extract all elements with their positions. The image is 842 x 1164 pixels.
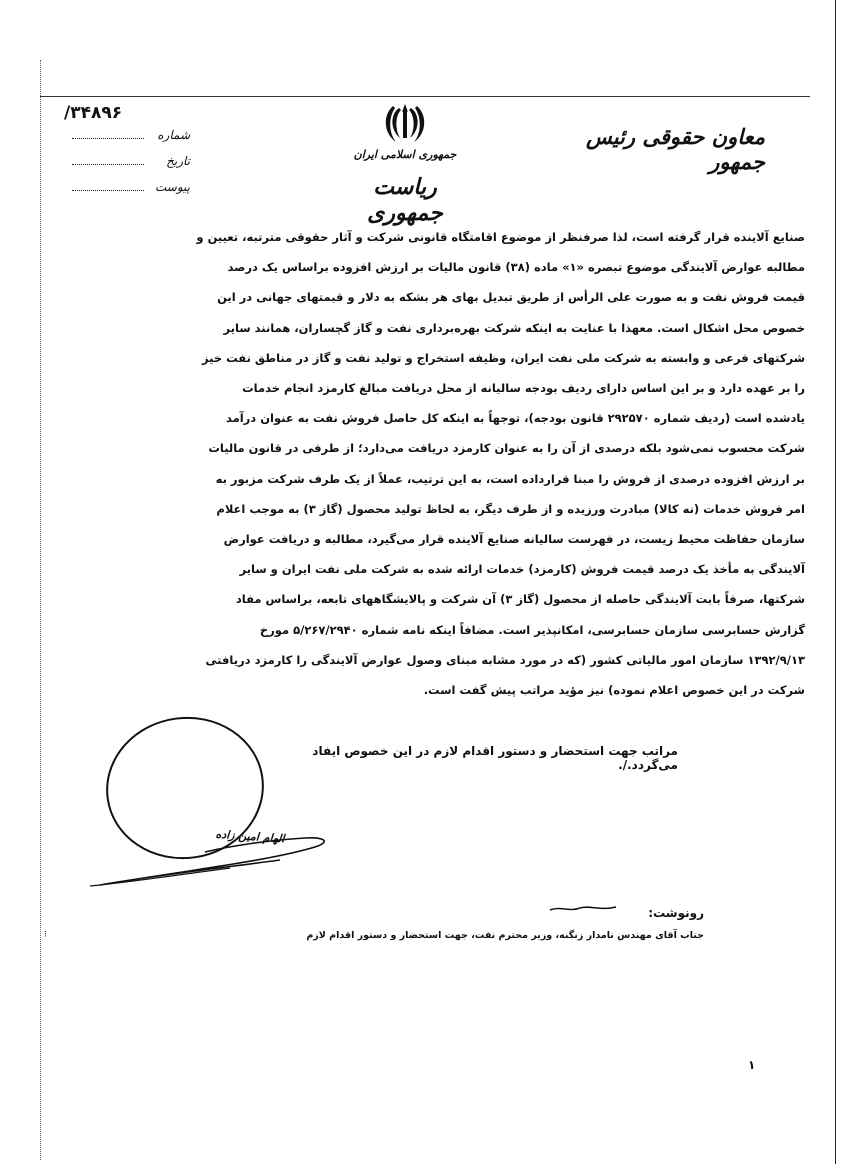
reference-number: ۳۴۸۹۶/ [64, 103, 123, 123]
cc-recipient: جناب آقای مهندس نامدار زنگنه، وزیر محترم نفت، جهت استحضار و دستور اقدام لازم [306, 930, 704, 941]
body-line: امر فروش خدمات (نه کالا) مبادرت ورزیده و از طرف دیگر، به لحاظ تولید محصول (گاز ۳) به موجب اعلام [216, 501, 805, 516]
letter-body [115, 222, 805, 705]
closing-line: مراتب جهت استحضار و دستور اقدام لازم در این خصوص ایفاد می‌گردد./. [312, 744, 678, 772]
margin-mark: ⁝ [44, 930, 47, 940]
body-line: گزارش حسابرسی سازمان حسابرسی، امکانپذیر است. مضافاً اینکه نامه شماره ۵/۲۶۷/۲۹۴۰ مورخ [259, 622, 805, 637]
body-line: مطالبه عوارض آلایندگی موضوع تبصره «۱» ماده (۳۸) قانون مالیات بر ارزش افزوده براساس یک درصد [227, 260, 805, 275]
dotted-line [72, 190, 144, 191]
body-line: سازمان حفاظت محیط زیست، در فهرست سالیانه صنایع آلاینده قرار می‌گیرد، مطالبه و دریافت عوارض [223, 532, 805, 547]
page-edge-left [40, 60, 42, 1160]
letterhead-rule [40, 96, 810, 98]
signer-name: الهام امین زاده [215, 827, 285, 846]
meta-attachment-label: پیوست [155, 180, 190, 194]
body-line: خصوص محل اشکال است. معهذا با عنایت به اینکه شرکت بهره‌برداری نفت و گاز گچساران، همانند سایر [223, 320, 805, 335]
dotted-line [72, 164, 144, 165]
body-line: شرکتها، صرفاً بابت آلایندگی حاصله از محصول (گاز ۳) آن شرکت و پالایشگاههای تابعه، براساس مفاد [235, 592, 805, 607]
body-line: شرکتهای فرعی و وابسته به شرکت ملی نفت ایران، وظیفه استخراج و تولید نفت و گاز در مناطق نفت خیز [201, 350, 805, 365]
body-line: را بر عهده دارد و بر این اساس دارای ردیف بودجه سالیانه از محل دریافت مبالغ کارمزد انجام خدمات [242, 381, 805, 396]
body-line: شرکت در این خصوص اعلام نموده) نیز مؤید مراتب پیش گفت است. [423, 683, 805, 698]
body-line: بر ارزش افزوده درصدی از فروش را مبنا قرارداده است، به این ترتیب، عملاً از یک طرف شرکت مزبور به [215, 471, 805, 486]
republic-name: جمهوری اسلامی ایران [353, 148, 457, 161]
meta-date-label: تاریخ [166, 154, 190, 168]
sender-title: معاون حقوقی رئیس جمهور [585, 124, 765, 174]
presidency-title: ریاست جمهوری [367, 174, 443, 226]
meta-attachment-field [72, 180, 190, 200]
body-line: صنایع آلاینده قرار گرفته است، لذا صرفنظر از موضوع اقامتگاه قانونی شرکت و آثار حقوقی مترتبه، تعیین و [196, 230, 805, 244]
body-line: قیمت فروش نفت و به صورت علی الرأس از طریق تبدیل بهای هر بشکه به دلار و قیمتهای جهانی در این [217, 290, 805, 305]
dotted-line [72, 138, 144, 139]
body-line: ۱۳۹۲/۹/۱۳ سازمان امور مالیاتی کشور (که در مورد مشابه مبنای وصول عوارض آلایندگی را کارمزد دریافتی [205, 652, 805, 667]
meta-number-label: شماره [157, 128, 190, 142]
body-line: یادشده است (ردیف شماره ۲۹۲۵۷۰ قانون بودجه)، توجهاً به اینکه کل حاصل فروش نفت به عنوان درآمد [225, 411, 805, 426]
body-line: شرکت محسوب نمی‌شود بلکه درصدی از آن را به عنوان کارمزد دریافت می‌دارد؛ از طرفی در قانون مالیات [208, 441, 805, 456]
meta-date-field [72, 154, 190, 174]
body-line: آلایندگی به مأخذ یک درصد قیمت فروش (کارمزد) خدمات ارائه شده به شرکت ملی نفت ایران و سایر [239, 562, 805, 577]
meta-number-field [72, 128, 190, 148]
national-emblem-icon [380, 100, 430, 144]
signature-stroke [70, 700, 360, 900]
cc-label: رونوشت: [648, 906, 704, 920]
page-edge-right [835, 0, 836, 1164]
page-marker: ۱ [748, 1058, 756, 1072]
